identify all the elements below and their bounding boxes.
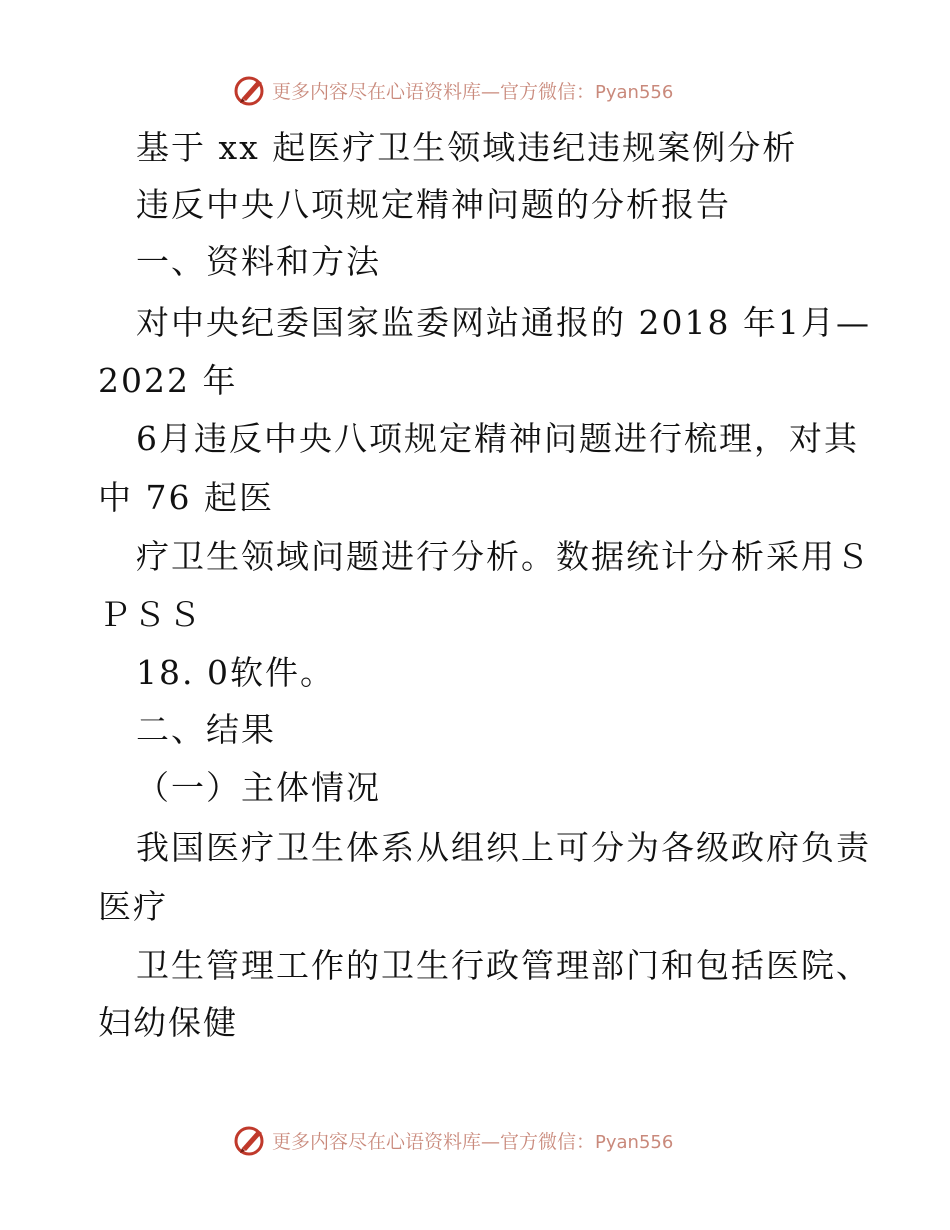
paragraph-line: 妇幼保健 [98, 1003, 238, 1042]
watermark-wechat-id: Pyan556 [595, 1131, 674, 1153]
paragraph-line: 对中央纪委国家监委网站通报的 2018 年1月— [136, 303, 871, 342]
paragraph-line: 医疗 [98, 887, 168, 926]
paragraph-line: 卫生管理工作的卫生行政管理部门和包括医院、 [136, 946, 871, 985]
pen-logo-icon [232, 72, 268, 108]
paragraph-line: 6月违反中央八项规定精神问题进行梳理，对其 [136, 419, 859, 458]
paragraph-line: 18. 0软件。 [136, 653, 335, 692]
paragraph-line: 2022 年 [98, 361, 238, 400]
section-heading-2: 二、结果 [136, 710, 276, 749]
watermark-wechat-id: Pyan556 [595, 81, 674, 103]
subsection-heading: （一）主体情况 [136, 768, 381, 807]
watermark-header [232, 72, 673, 108]
paragraph-line: 中 76 起医 [98, 478, 274, 517]
doc-title: 基于 xx 起医疗卫生领域违纪违规案例分析 [136, 128, 798, 167]
section-heading-1: 一、资料和方法 [136, 242, 381, 281]
watermark-footer [232, 1122, 673, 1158]
paragraph-line: ＰＳＳ [98, 595, 203, 634]
paragraph-line: 我国医疗卫生体系从组织上可分为各级政府负责 [136, 828, 871, 867]
watermark-text: 更多内容尽在心语资料库—官方微信：Pyan556 [272, 1130, 674, 1153]
watermark-text: 更多内容尽在心语资料库—官方微信：Pyan556 [272, 80, 674, 103]
pen-logo-icon [232, 1122, 268, 1158]
paragraph-line: 疗卫生领域问题进行分析。数据统计分析采用Ｓ [136, 537, 871, 576]
doc-subtitle: 违反中央八项规定精神问题的分析报告 [136, 185, 731, 224]
